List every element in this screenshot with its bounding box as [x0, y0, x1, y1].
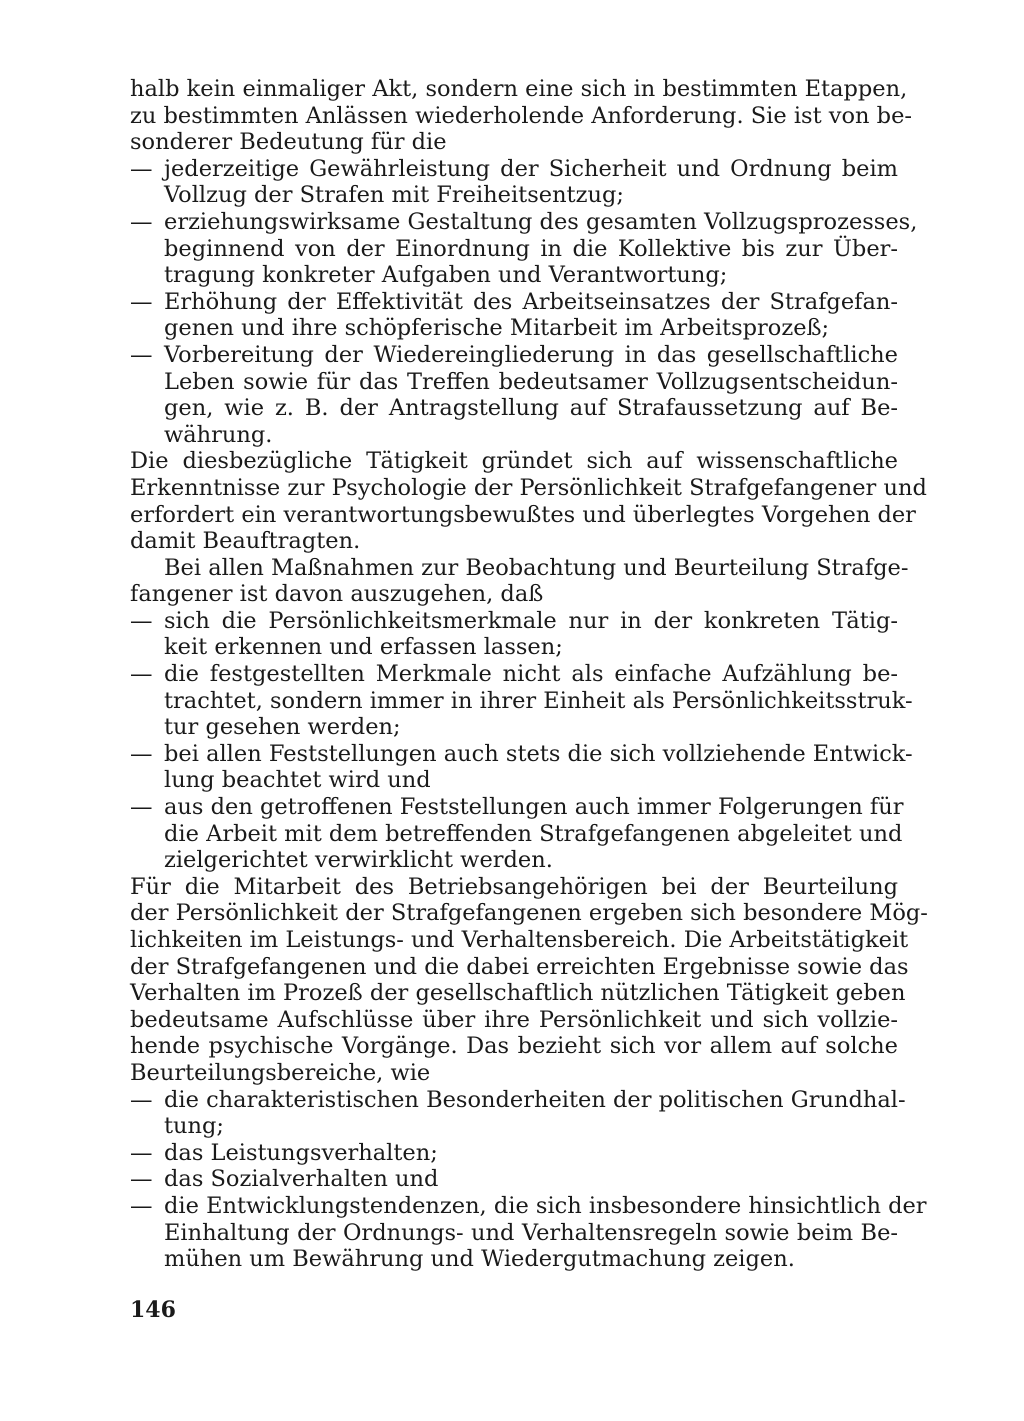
list-item-continuation: tung;: [164, 1113, 225, 1140]
dash-bullet: —: [130, 794, 153, 821]
list-item-text: die festgestellten Merkmale nicht als einfache Aufzählung be-: [164, 661, 898, 688]
list-item-text: das Leistungsverhalten;: [164, 1139, 438, 1166]
list-item-text: die Entwicklungstendenzen, die sich insbesondere hinsichtlich der: [164, 1192, 927, 1219]
page-number: 146: [130, 1297, 176, 1323]
list-item-text: das Sozialverhalten und: [164, 1166, 439, 1193]
list-item-continuation: Einhaltung der Ordnungs- und Verhaltensregeln sowie beim Be-: [164, 1219, 898, 1246]
dash-bullet: —: [130, 661, 153, 688]
list-item-continuation: zielgerichtet verwirklicht werden.: [164, 847, 553, 874]
list-item-continuation: gen, wie z. B. der Antragstellung auf Strafaussetzung auf Be-: [164, 395, 898, 422]
list-item-text: Vorbereitung der Wiedereingliederung in das gesellschaftliche: [164, 341, 898, 368]
text-line: zu bestimmten Anlässen wiederholende Anforderung. Sie ist von be-: [130, 102, 912, 129]
list-item-continuation: tragung konkreter Aufgaben und Verantwortung;: [164, 262, 728, 289]
list-item: [130, 1086, 906, 1114]
text-line: Verhalten im Prozeß der gesellschaftlich nützlichen Tätigkeit geben: [130, 980, 906, 1007]
list-item: [130, 1140, 898, 1167]
list-item-text: die charakteristischen Besonderheiten der politischen Grundhal-: [164, 1086, 906, 1113]
list-item-continuation: währung.: [164, 421, 273, 448]
list-item-text: bei allen Feststellungen auch stets die sich vollziehende Entwick-: [164, 740, 913, 767]
text-line: hende psychische Vorgänge. Das bezieht sich vor allem auf solche: [130, 1033, 898, 1060]
list-item: [130, 1166, 898, 1193]
dash-bullet: —: [130, 740, 153, 767]
text-line: fangener ist davon auszugehen, daß: [130, 581, 544, 608]
dash-bullet: —: [130, 208, 153, 235]
text-line: Für die Mitarbeit des Betriebsangehörigen bei der Beurteilung: [130, 873, 898, 900]
text-line: der Strafgefangenen und die dabei erreichten Ergebnisse sowie das: [130, 953, 909, 980]
list-item-text: jederzeitige Gewährleistung der Sicherheit und Ordnung beim: [164, 155, 898, 182]
text-line: Beurteilungsbereiche, wie: [130, 1059, 431, 1086]
list-item: [130, 342, 898, 369]
list-item-text: Erhöhung der Effektivität des Arbeitseinsatzes der Strafgefan-: [164, 288, 898, 315]
paragraph-start: Bei allen Maßnahmen zur Beobachtung und Beurteilung Strafge-: [164, 554, 909, 581]
text-line: sonderer Bedeutung für die: [130, 129, 447, 156]
text-line: erfordert ein verantwortungsbewußtes und überlegtes Vorgehen der: [130, 501, 916, 528]
dash-bullet: —: [130, 1086, 153, 1113]
list-item-continuation: beginnend von der Einordnung in die Kollektive bis zur Über-: [164, 235, 898, 262]
dash-bullet: —: [130, 1192, 153, 1219]
list-item: [130, 289, 898, 316]
text-line: Erkenntnisse zur Psychologie der Persönlichkeit Strafgefangener und: [130, 474, 927, 501]
list-item-continuation: trachtet, sondern immer in ihrer Einheit als Persönlichkeitsstruk-: [164, 687, 913, 714]
list-item: [130, 740, 913, 768]
list-item: [130, 1192, 927, 1220]
dash-bullet: —: [130, 155, 153, 182]
list-item-continuation: lung beachtet wird und: [164, 767, 431, 794]
list-item: [130, 661, 898, 688]
list-item-continuation: Leben sowie für das Treffen bedeutsamer Vollzugsentscheidun-: [164, 368, 898, 395]
text-line: lichkeiten im Leistungs- und Verhaltensbereich. Die Arbeitstätigkeit: [130, 927, 909, 953]
text-line: bedeutsame Aufschlüsse über ihre Persönlichkeit und sich vollzie-: [130, 1006, 898, 1033]
text-line: der Persönlichkeit der Strafgefangenen ergeben sich besondere Mög-: [130, 900, 928, 927]
dash-bullet: —: [130, 341, 153, 368]
list-item-continuation: Vollzug der Strafen mit Freiheitsentzug;: [164, 182, 624, 209]
text-line: halb kein einmaliger Akt, sondern eine sich in bestimmten Etappen,: [130, 76, 908, 102]
list-item: [130, 794, 904, 821]
list-item-continuation: mühen um Bewährung und Wiedergutmachung zeigen.: [164, 1246, 795, 1273]
list-item-continuation: tur gesehen werden;: [164, 714, 401, 741]
list-item-continuation: keit erkennen und erfassen lassen;: [164, 634, 563, 661]
list-item-text: sich die Persönlichkeitsmerkmale nur in der konkreten Tätig-: [164, 607, 898, 634]
list-item-continuation: genen und ihre schöpferische Mitarbeit im Arbeitsprozeß;: [164, 315, 830, 342]
page-body: [130, 76, 928, 1273]
list-item: [130, 208, 918, 236]
list-item-continuation: die Arbeit mit dem betreffenden Strafgefangenen abgeleitet und: [164, 820, 903, 847]
list-item: [130, 156, 898, 183]
dash-bullet: —: [130, 1166, 153, 1193]
text-line: damit Beauftragten.: [130, 528, 361, 555]
dash-bullet: —: [130, 607, 153, 634]
list-item: [130, 608, 898, 635]
dash-bullet: —: [130, 1139, 153, 1166]
text-line: Die diesbezügliche Tätigkeit gründet sich auf wissenschaftliche: [130, 448, 898, 475]
list-item-text: aus den getroffenen Feststellungen auch immer Folgerungen für: [164, 794, 904, 821]
dash-bullet: —: [130, 288, 153, 315]
list-item-text: erziehungswirksame Gestaltung des gesamten Vollzugsprozesses,: [164, 208, 918, 235]
